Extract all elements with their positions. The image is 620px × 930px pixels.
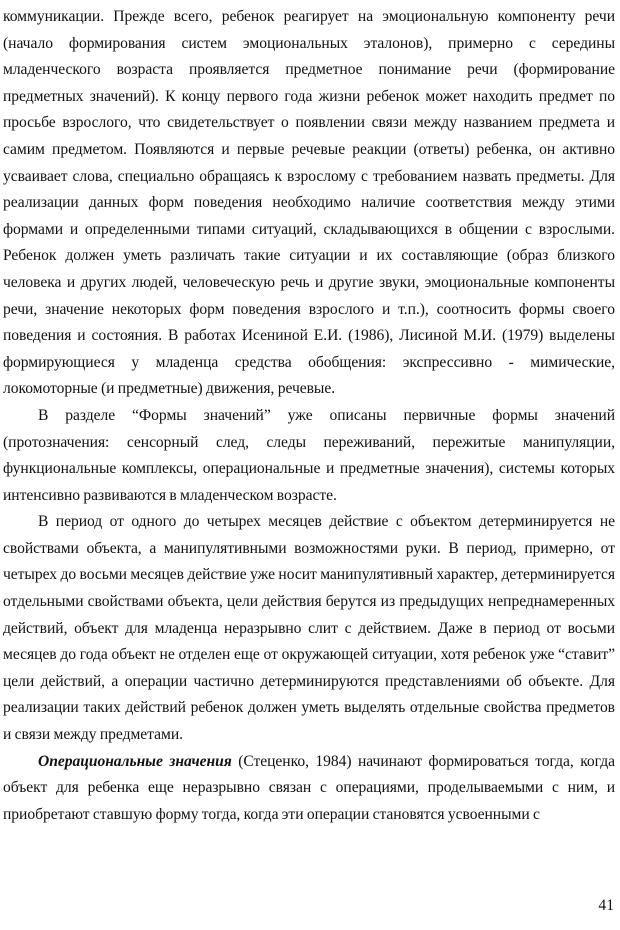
body-text: [3, 4, 615, 828]
paragraph-2: В разделе “Формы значений” уже описаны первичные формы значений (протозначения: сенсорный след, следы переживаний, пережитые манипуляции, функциональные комплексы, операциональные и предметные значения), системы которых интенсивно развиваются в младенческом возрасте.: [3, 406, 615, 504]
term-emphasis: Операциональные значения: [38, 752, 232, 770]
paragraph-3: В период от одного до четырех месяцев действие с объектом детерминируется не свойствами объекта, а манипулятивными возможностями руки. В период, примерно, от четырех до восьми месяцев действие уже носит манипулятивный характер, детерминируется отдельными свойствами объекта, цели действия берутся из предыдущих непреднамеренных действий, объект для младенца неразрывно слит с действием. Даже в период от восьми месяцев до года объект не отделен еще от окружающей ситуации, хотя ребенок уже “ставит” цели действий, а операции частично детерминируются представлениями об объекте. Для реализации таких действий ребенок должен уметь выделять отдельные свойства предметов и связи между предметами.: [3, 513, 615, 744]
paragraph-4-text: (Стеценко, 1984) начинают формироваться тогда, когда объект для ребенка еще неразрывно связан с операциями, проделываемыми с ним, и приобретают ставшую форму тогда, когда эти операции становятся усвоенными с: [3, 752, 615, 823]
paragraph-1: коммуникации. Прежде всего, ребенок реагирует на эмоциональную компоненту речи (начало формирования систем эмоциональных эталонов), примерно с середины младенческого возраста проявляется предметное понимание речи (формирование предметных значений). К концу первого года жизни ребенок может находить предмет по просьбе взрослого, что свидетельствует о появлении связи между названием предмета и самим предметом. Появляются и первые речевые реакции (ответы) ребенка, он активно усваивает слова, специально обращаясь к взрослому с требованием назвать предметы. Для реализации данных форм поведения необходимо наличие соответствия между этими формами и определенными типами ситуаций, складывающихся в общении с взрослыми. Ребенок должен уметь различать такие ситуации и их составляющие (образ близкого человека и других людей, человеческую речь и другие звуки, эмоциональные компоненты речи, значение некоторых форм поведения взрослого и т.п.), соотносить формы своего поведения и состояния. В работах Исениной Е.И. (1986), Лисиной М.И. (1979) выделены формирующиеся у младенца средства обобщения: экспрессивно - мимические, локомоторные (и предметные) движения, речевые.: [3, 8, 615, 398]
page-number: 41: [598, 897, 614, 914]
paragraph-4: [3, 749, 615, 829]
